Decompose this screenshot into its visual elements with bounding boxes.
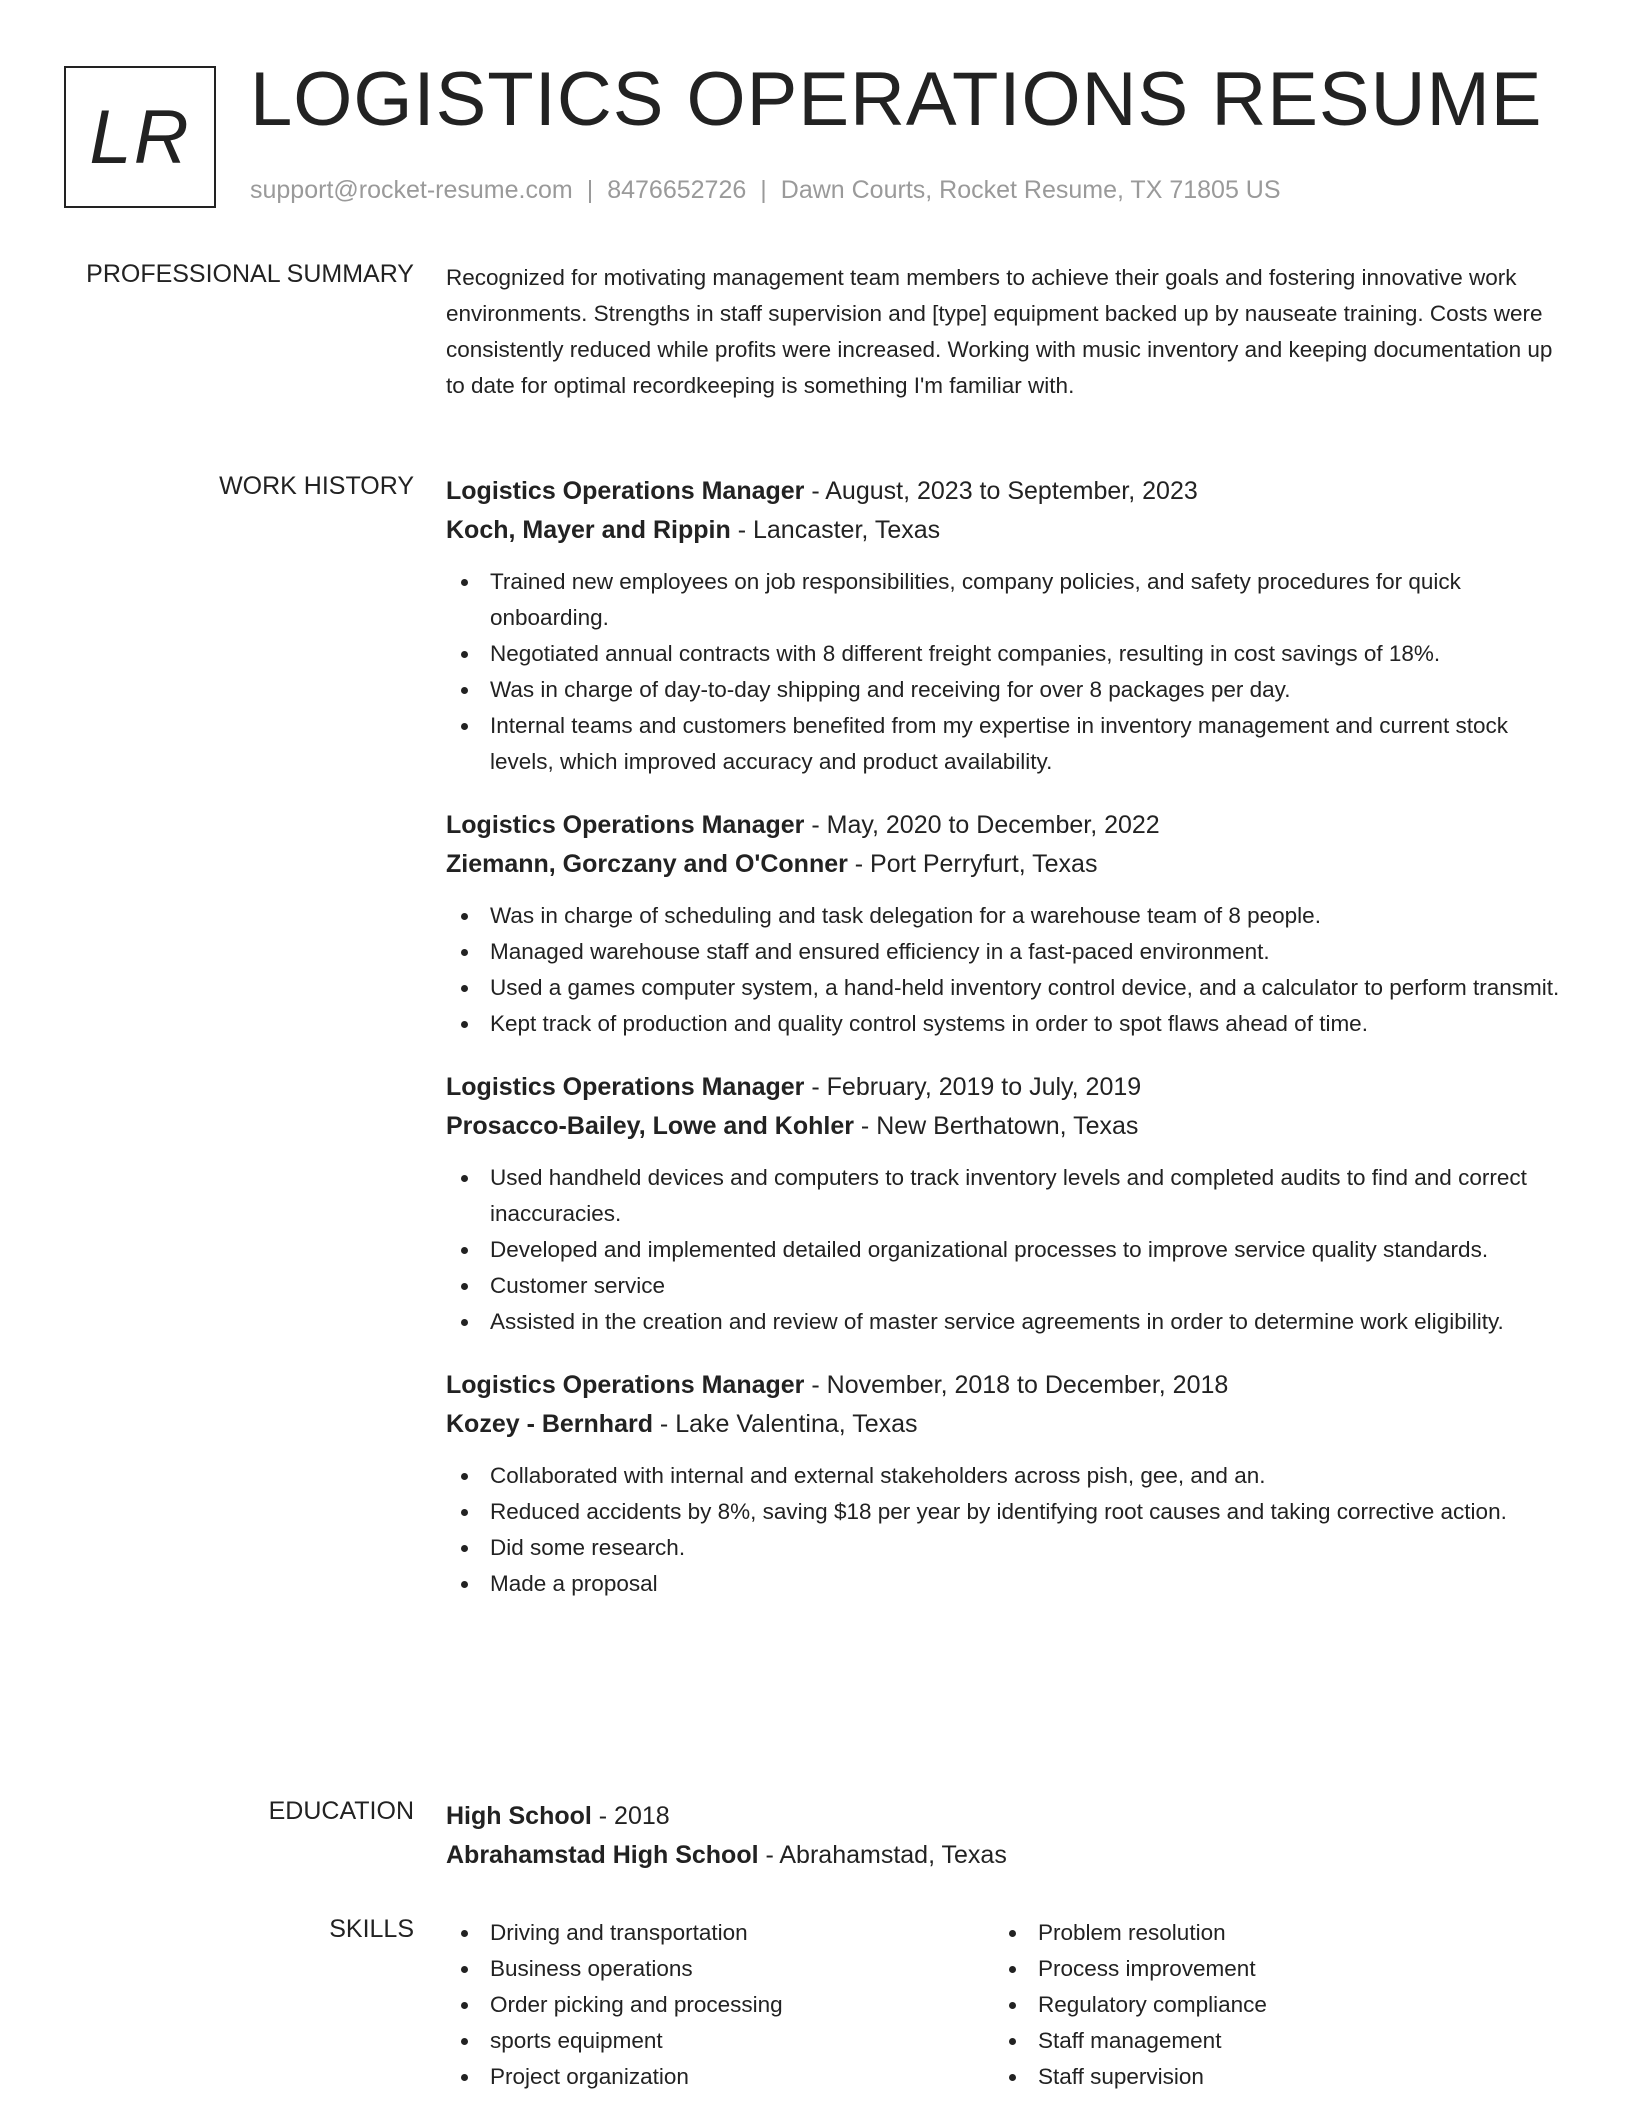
job-bullet: Used a games computer system, a hand-held inventory control device, and a calculator to perform transmit. bbox=[446, 970, 1566, 1006]
job-bullets bbox=[446, 898, 1566, 1042]
skill-item: Regulatory compliance bbox=[994, 1987, 1267, 2023]
job-bullet: Internal teams and customers benefited from my expertise in inventory management and current stock levels, which improved accuracy and product availability. bbox=[446, 708, 1566, 780]
job-title: Logistics Operations Manager bbox=[446, 1073, 805, 1101]
job-bullet: Assisted in the creation and review of master service agreements in order to determine work eligibility. bbox=[446, 1304, 1566, 1340]
job-company-line bbox=[446, 1405, 1566, 1444]
skills-columns bbox=[446, 1915, 1566, 2095]
job-bullet: Customer service bbox=[446, 1268, 1566, 1304]
education-location: - Abrahamstad, Texas bbox=[758, 1841, 1007, 1869]
job-location: - New Berthatown, Texas bbox=[853, 1112, 1139, 1140]
job-entry bbox=[446, 472, 1566, 780]
job-bullet: Was in charge of scheduling and task delegation for a warehouse team of 8 people. bbox=[446, 898, 1566, 934]
job-bullet: Developed and implemented detailed organizational processes to improve service quality standards. bbox=[446, 1232, 1566, 1268]
job-bullets bbox=[446, 564, 1566, 780]
job-location: - Lancaster, Texas bbox=[730, 516, 941, 544]
skill-item: Process improvement bbox=[994, 1951, 1267, 1987]
section-label-education: EDUCATION bbox=[268, 1797, 414, 1825]
job-dates: - May, 2020 to December, 2022 bbox=[804, 811, 1160, 839]
job-bullets bbox=[446, 1160, 1566, 1340]
skill-item: Staff supervision bbox=[994, 2059, 1267, 2095]
summary-text: Recognized for motivating management team members to achieve their goals and fostering innovative work environments. Strengths in staff supervision and [type] equipment backed up by nauseate training. Costs were consistently reduced while profits were increased. Working with music inventory and keeping documentation up to date for optimal recordkeeping is something I'm familiar with. bbox=[446, 265, 1553, 398]
monogram-box bbox=[64, 66, 216, 208]
job-entry bbox=[446, 806, 1566, 1042]
job-bullet: Made a proposal bbox=[446, 1566, 1566, 1602]
job-title-line bbox=[446, 1366, 1566, 1405]
skill-item: sports equipment bbox=[446, 2023, 994, 2059]
job-company: Ziemann, Gorczany and O'Conner bbox=[446, 850, 848, 878]
job-entry bbox=[446, 1366, 1566, 1602]
skills-column-1 bbox=[446, 1915, 994, 2095]
education-degree: High School bbox=[446, 1802, 592, 1830]
job-title: Logistics Operations Manager bbox=[446, 477, 805, 505]
job-bullet: Collaborated with internal and external stakeholders across pish, gee, and an. bbox=[446, 1458, 1566, 1494]
skill-item: Driving and transportation bbox=[446, 1915, 994, 1951]
job-company-line bbox=[446, 1107, 1566, 1146]
job-bullet: Trained new employees on job responsibilities, company policies, and safety procedures for quick onboarding. bbox=[446, 564, 1566, 636]
job-bullet: Managed warehouse staff and ensured efficiency in a fast-paced environment. bbox=[446, 934, 1566, 970]
job-bullet: Was in charge of day-to-day shipping and receiving for over 8 packages per day. bbox=[446, 672, 1566, 708]
section-label-summary: PROFESSIONAL SUMMARY bbox=[86, 260, 414, 288]
skill-item: Order picking and processing bbox=[446, 1987, 994, 2023]
skills-column-2 bbox=[994, 1915, 1267, 2095]
job-bullets bbox=[446, 1458, 1566, 1602]
contact-line bbox=[250, 176, 1281, 205]
skill-item: Project organization bbox=[446, 2059, 994, 2095]
job-dates: - November, 2018 to December, 2018 bbox=[804, 1371, 1229, 1399]
skill-item: Business operations bbox=[446, 1951, 994, 1987]
job-title-line bbox=[446, 472, 1566, 511]
job-bullet: Did some research. bbox=[446, 1530, 1566, 1566]
education-school-line bbox=[446, 1836, 1566, 1875]
job-company-line bbox=[446, 511, 1566, 550]
monogram-initials: LR bbox=[89, 94, 191, 180]
job-bullet: Negotiated annual contracts with 8 different freight companies, resulting in cost savings of 18%. bbox=[446, 636, 1566, 672]
contact-email: support@rocket-resume.com bbox=[250, 176, 573, 204]
job-location: - Port Perryfurt, Texas bbox=[847, 850, 1098, 878]
education-year: - 2018 bbox=[591, 1802, 670, 1830]
job-dates: - February, 2019 to July, 2019 bbox=[804, 1073, 1142, 1101]
job-company-line bbox=[446, 845, 1566, 884]
job-company: Prosacco-Bailey, Lowe and Kohler bbox=[446, 1112, 854, 1140]
job-bullet: Kept track of production and quality control systems in order to spot flaws ahead of time. bbox=[446, 1006, 1566, 1042]
skill-item: Problem resolution bbox=[994, 1915, 1267, 1951]
job-title: Logistics Operations Manager bbox=[446, 1371, 805, 1399]
contact-address: Dawn Courts, Rocket Resume, TX 71805 US bbox=[780, 176, 1281, 204]
contact-phone: 8476652726 bbox=[607, 176, 747, 204]
job-bullet: Reduced accidents by 8%, saving $18 per year by identifying root causes and taking corrective action. bbox=[446, 1494, 1566, 1530]
job-dates: - August, 2023 to September, 2023 bbox=[804, 477, 1198, 505]
job-company: Koch, Mayer and Rippin bbox=[446, 516, 731, 544]
job-company: Kozey - Bernhard bbox=[446, 1410, 653, 1438]
skill-item: Staff management bbox=[994, 2023, 1267, 2059]
resume-title: LOGISTICS OPERATIONS RESUME bbox=[250, 57, 1543, 142]
education-school: Abrahamstad High School bbox=[446, 1841, 759, 1869]
job-entry bbox=[446, 1068, 1566, 1340]
job-title-line bbox=[446, 806, 1566, 845]
contact-separator: | bbox=[586, 176, 594, 204]
contact-separator: | bbox=[760, 176, 767, 204]
job-title: Logistics Operations Manager bbox=[446, 811, 805, 839]
education-degree-line bbox=[446, 1797, 1566, 1836]
job-bullet: Used handheld devices and computers to track inventory levels and completed audits to find and correct inaccuracies. bbox=[446, 1160, 1566, 1232]
section-label-skills: SKILLS bbox=[329, 1915, 414, 1943]
job-location: - Lake Valentina, Texas bbox=[652, 1410, 918, 1438]
job-title-line bbox=[446, 1068, 1566, 1107]
section-label-work-history: WORK HISTORY bbox=[219, 472, 414, 500]
